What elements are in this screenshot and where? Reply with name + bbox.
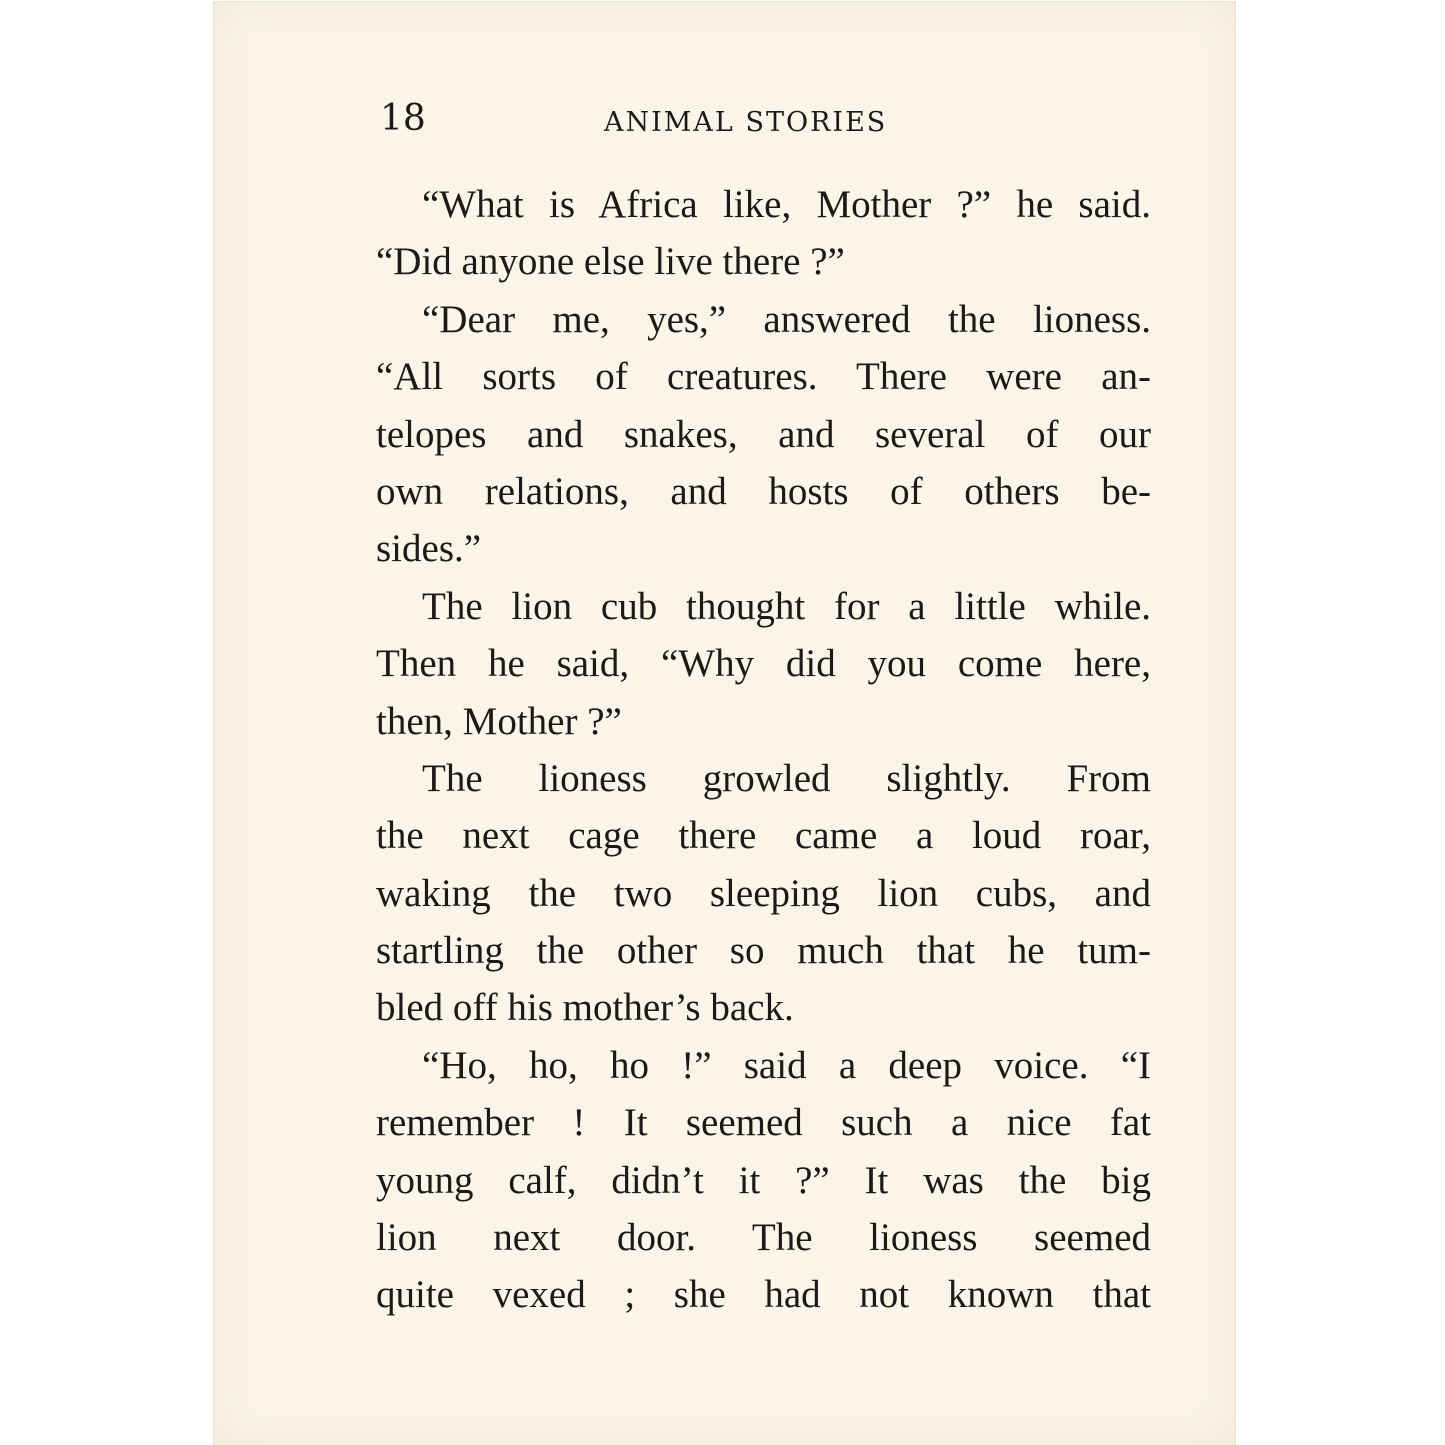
text-line: then, Mother ?” [376,699,622,743]
text-line: own relations, and hosts of others be- [376,469,1151,513]
text-line: Then he said, “Why did you come here, [376,642,1151,686]
text-line: young calf, didn’t it ?” It was the big [376,1158,1151,1202]
text-line: telopes and snakes, and several of our [376,412,1151,456]
book-title: ANIMAL STORIES [604,107,888,138]
text-line: “What is Africa like, Mother ?” he said. [422,183,1151,226]
text-line: The lion cub thought for a little while. [422,584,1151,628]
text-line: the next cage there came a loud roar, [376,814,1151,858]
body-text [376,176,1151,1324]
text-line: startling the other so much that he tum- [376,929,1151,973]
text-line: remember ! It seemed such a nice fat [376,1101,1151,1145]
running-head [374,94,1149,144]
text-line: “All sorts of creatures. There were an- [376,355,1151,399]
text-line: quite vexed ; she had not known that [376,1273,1151,1317]
text-line: “Did anyone else live there ?” [376,240,845,284]
text-line: bled off his mother’s back. [376,986,794,1030]
text-line: lion next door. The lioness seemed [376,1216,1151,1260]
page-number: 18 [380,98,426,139]
text-line: The lioness growled slightly. From [422,756,1151,800]
text-line: “Dear me, yes,” answered the lioness. [422,297,1151,341]
book-page [214,2,1235,1445]
text-line: waking the two sleeping lion cubs, and [376,871,1151,915]
text-line: sides.” [376,527,482,571]
text-line: “Ho, ho, ho !” said a deep voice. “I [422,1043,1151,1087]
